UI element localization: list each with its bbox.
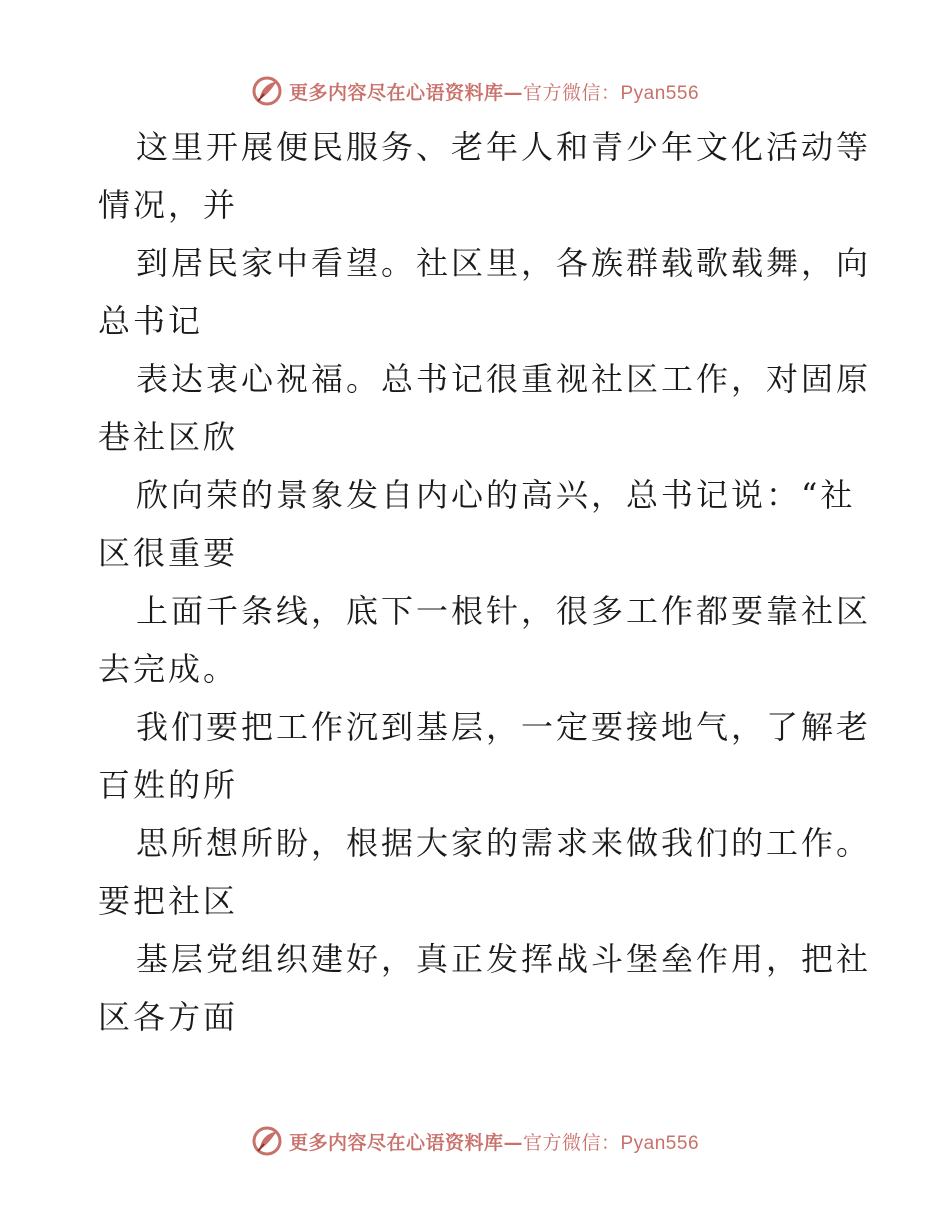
body-line: 我们要把工作沉到基层，一定要接地气，了解老: [136, 708, 872, 746]
body-line: 上面千条线，底下一根针，很多工作都要靠社区: [136, 592, 872, 630]
body-line: 到居民家中看望。社区里，各族群载歌载舞，向: [136, 244, 872, 282]
document-body: [98, 118, 872, 1046]
banner-text: [289, 78, 699, 105]
banner-wechat-id: Pyan556: [620, 1132, 700, 1154]
banner-wechat-id: Pyan556: [620, 82, 700, 104]
body-line: 思所想所盼，根据大家的需求来做我们的工作。: [136, 824, 872, 862]
body-line: 表达衷心祝福。总书记很重视社区工作，对固原: [136, 360, 872, 398]
footer-banner: [0, 1121, 950, 1161]
body-line: 欣向荣的景象发自内心的高兴，总书记说：“社: [136, 476, 856, 514]
body-line: 这里开展便民服务、老年人和青少年文化活动等: [136, 128, 872, 166]
body-line: 情况，并: [98, 186, 239, 224]
banner-text: [289, 1128, 699, 1155]
banner-wechat-label: 官方微信：: [522, 81, 621, 104]
header-banner: [0, 71, 950, 111]
body-line: 区各方面: [98, 998, 239, 1036]
body-line: 总书记: [98, 302, 204, 340]
body-line: 百姓的所: [98, 766, 239, 804]
banner-title: 更多内容尽在心语资料库—: [288, 81, 523, 104]
banner-wechat-label: 官方微信：: [522, 1131, 621, 1154]
banner-title: 更多内容尽在心语资料库—: [288, 1131, 523, 1154]
brand-logo-icon: [251, 1125, 283, 1157]
body-line: 去完成。: [98, 650, 239, 688]
brand-logo-icon: [251, 75, 283, 107]
body-line: 要把社区: [98, 882, 239, 920]
body-line: 巷社区欣: [98, 418, 239, 456]
body-line: 区很重要: [98, 534, 239, 572]
body-line: 基层党组织建好，真正发挥战斗堡垒作用，把社: [136, 940, 872, 978]
